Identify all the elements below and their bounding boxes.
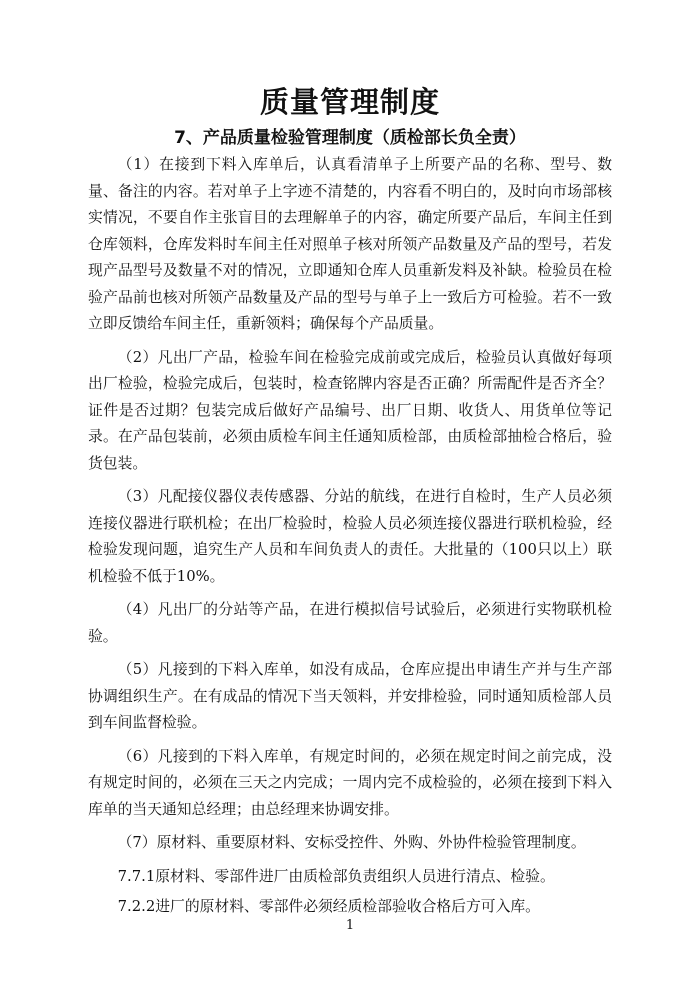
paragraph-7: （7）原材料、重要原材料、安标受控件、外购、外协件检验管理制度。: [117, 834, 586, 851]
paragraph-2: （2）凡出厂产品，检验车间在检验完成前或完成后，检验员认真做好每项出厂检验，检验完成后，包装时，检查铭牌内容是否正确？所需配件是否齐全？证件是否过期？包装完成后做好产品编号、出厂日期、收货人、用货单位等记录。在产品包装前，必须由质检车间主任通知质检部，由质检部抽检合格后，验货包装。: [88, 348, 612, 472]
document-body: [88, 152, 612, 925]
document-title: 质量管理制度: [259, 85, 440, 119]
paragraph-3: （3）凡配接仪器仪表传感器、分站的航线，在进行自检时，生产人员必须连接仪器进行联机检；在出厂检验时，检验人员必须连接仪器进行联机检验，经检验发现问题，追究生产人员和车间负责人的责任。大批量的（100只以上）联机检验不低于10%。: [88, 488, 612, 585]
paragraph-7-7-1: 7.7.1原材料、零部件进厂由质检部负责组织人员进行清点、检验。: [117, 867, 555, 885]
section-heading: 7、产品质量检验管理制度（质检部长负全责）: [174, 128, 526, 148]
paragraph-1: （1）在接到下料入库单后，认真看清单子上所要产品的名称、型号、数量、备注的内容。若对单子上字迹不清楚的，内容看不明白的，及时向市场部核实情况，不要自作主张盲目的去理解单子的内容，确定所要产品后，车间主任到仓库领料，仓库发料时车间主任对照单子核对所领产品数量及产品的型号，若发现产品型号及数量不对的情况，立即通知仓库人员重新发料及补缺。检验员在检验产品前也核对所领产品数量及产品的型号与单子上一致后方可检验。若不一致立即反馈给车间主任，重新领料；确保每个产品质量。: [88, 156, 612, 332]
page-number: 1: [345, 918, 355, 933]
paragraph-6: （6）凡接到的下料入库单，有规定时间的，必须在规定时间之前完成，没有规定时间的，必须在三天之内完成；一周内完不成检验的，必须在接到下料入库单的当天通知总经理；由总经理来协调安排。: [88, 747, 612, 818]
paragraph-5: （5）凡接到的下料入库单，如没有成品，仓库应提出申请生产并与生产部协调组织生产。在有成品的情况下当天领料，并安排检验，同时通知质检部人员到车间监督检验。: [88, 661, 612, 731]
paragraph-7-2-2: 7.2.2进厂的原材料、零部件必须经质检部验收合格后方可入库。: [117, 898, 540, 915]
paragraph-4: （4）凡出厂的分站等产品，在进行模拟信号试验后，必须进行实物联机检验。: [88, 601, 612, 645]
